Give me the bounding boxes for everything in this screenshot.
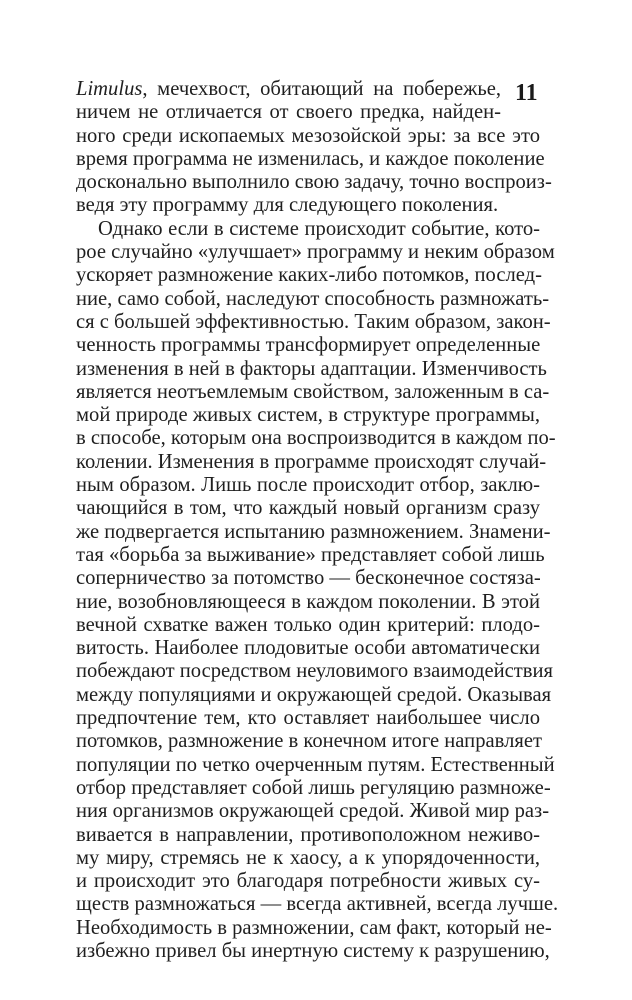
text-line: витость. Наиболее плодовитые особи автоматически [76, 637, 540, 660]
italic-term: Limulus [76, 78, 143, 100]
text-line: изменения в ней в факторы адаптации. Изменчивость [76, 357, 547, 380]
text-line: в способе, которым она воспроизводится в каждом по- [76, 427, 556, 450]
text-line: ничем не отличается от своего предка, найден- [76, 101, 501, 124]
text-line: ным образом. Лишь после происходит отбор, заклю- [76, 474, 540, 497]
text-line: ного среди ископаемых мезозойской эры: за все это [76, 124, 540, 147]
text-line: ния организмов окружающей средой. Живой мир раз- [76, 800, 550, 823]
text-line: ние, возобновляющееся в каждом поколении. В этой [76, 590, 540, 613]
text-line: чающийся в том, что каждый новый организм сразу [76, 497, 540, 520]
text-line: потомков, размножение в конечном итоге направляет [76, 730, 542, 753]
text-line: время программа не изменилась, и каждое поколение [76, 147, 545, 170]
text-line: ведя эту программу для следующего поколения. [76, 194, 499, 217]
text-line: мой природе живых систем, в структуре программы, [76, 404, 540, 427]
text-line: ществ размножаться — всегда активней, всегда лучше. [76, 893, 559, 916]
text-line: му миру, стремясь не к хаосу, а к упорядоченности, [76, 846, 540, 869]
text-line: является неотъемлемым свойством, заложенным в са- [76, 380, 550, 403]
text-line [76, 78, 501, 101]
text-line: побеждают посредством неуловимого взаимодействия [76, 660, 554, 683]
text-line: соперничество за потомство — бесконечное состяза- [76, 567, 541, 590]
page-number: 11 [515, 80, 538, 106]
text-line: популяции по четко очерченным путям. Естественный [76, 753, 555, 776]
text-line: ние, само собой, наследуют способность размножать- [76, 287, 550, 310]
text-line: между популяциями и окружающей средой. Оказывая [76, 683, 552, 706]
text-line: рое случайно «улучшает» программу и неким образом [76, 241, 555, 264]
text-line-rest: , мечехвост, обитающий на побережье, [142, 78, 501, 100]
text-line: же подвергается испытанию размножением. Знамени- [76, 520, 551, 543]
text-line: Необходимость в размножении, сам факт, который не- [76, 916, 552, 939]
body-text [76, 78, 559, 963]
text-line: предпочтение тем, кто оставляет наибольшее число [76, 707, 540, 730]
text-line: вивается в направлении, противоположном неживо- [76, 823, 540, 846]
text-line: ся с большей эффективностью. Таким образом, закон- [76, 310, 551, 333]
text-line: отбор представляет собой лишь регуляцию размноже- [76, 776, 551, 799]
text-line: колении. Изменения в программе происходят случай- [76, 450, 547, 473]
text-line: и происходит это благодаря потребности живых су- [76, 870, 540, 893]
text-line: ченность программы трансформирует определенные [76, 334, 541, 357]
text-line: досконально выполнило свою задачу, точно воспроиз- [76, 171, 552, 194]
text-line: вечной схватке важен только один критерий: плодо- [76, 613, 540, 636]
paragraph-start-line: Однако если в системе происходит событие, кото- [98, 217, 540, 240]
text-line: избежно привел бы инертную систему к разрушению, [76, 939, 550, 962]
text-line: ускоряет размножение каких-либо потомков, послед- [76, 264, 542, 287]
text-line: тая «борьба за выживание» представляет собой лишь [76, 543, 545, 566]
